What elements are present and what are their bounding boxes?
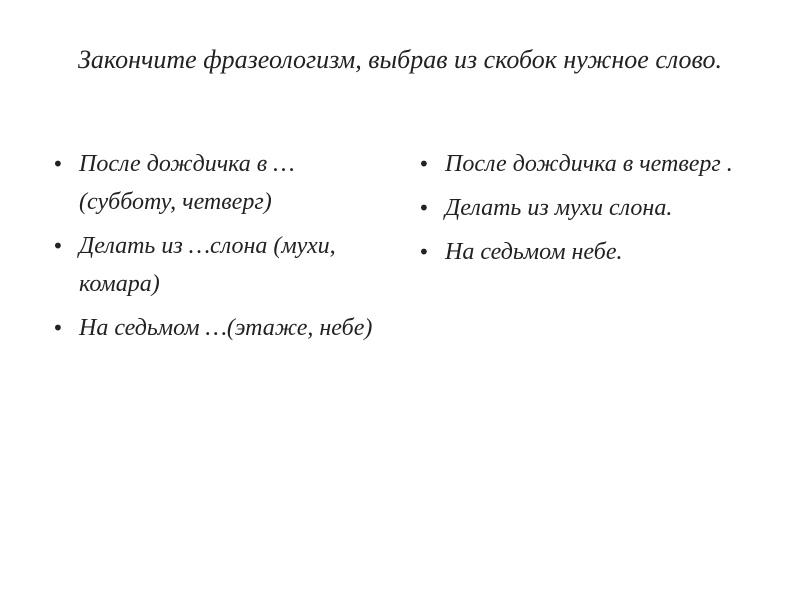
list-item	[52, 309, 392, 347]
exercise-list	[52, 145, 392, 353]
bullet-icon: •	[52, 316, 64, 340]
item-text: После дождичка в … (субботу, четверг)	[79, 151, 295, 215]
list-item	[418, 189, 768, 227]
list-item	[418, 145, 768, 183]
list-item	[52, 145, 392, 221]
bullet-icon: •	[418, 152, 430, 176]
item-text: Делать из …слона (мухи, комара)	[79, 233, 336, 297]
bullet-icon: •	[52, 152, 64, 176]
answer-list	[418, 145, 768, 277]
item-text: После дождичка в четверг .	[445, 151, 733, 177]
bullet-icon: •	[418, 240, 430, 264]
item-text: Делать из мухи слона.	[445, 195, 673, 221]
bullet-icon: •	[418, 196, 430, 220]
slide-title: Закончите фразеологизм, выбрав из скобок нужное слово.	[78, 45, 722, 74]
list-item	[52, 227, 392, 303]
bullet-icon: •	[52, 234, 64, 258]
item-text: На седьмом небе.	[445, 239, 623, 265]
list-item	[418, 233, 768, 271]
item-text: На седьмом …(этаже, небе)	[79, 315, 373, 341]
